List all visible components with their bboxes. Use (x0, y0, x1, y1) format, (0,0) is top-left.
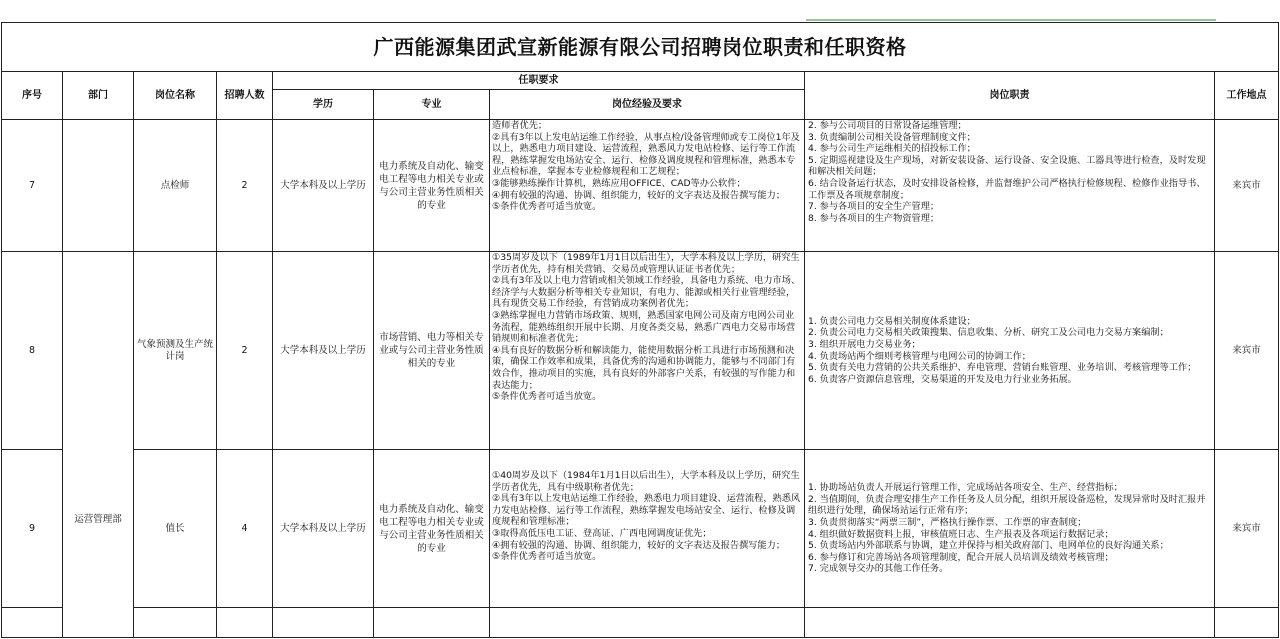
experience-line: ②具有3年以上发电站运维工作经验，从事点检/设备管理师或专工岗位1年及以上，熟悉电力项目建设、运营流程，熟悉风力发电站检修、运行等工作流程，熟练掌握发电场站安全、运行、检修及调度规程和管理标准，熟悉本专业点检标准，掌握本专业检修规程和工艺规程； (492, 131, 800, 178)
row-education: 大学本科及以上学历 (273, 120, 374, 252)
row-duties (805, 252, 1215, 450)
row-location: 来宾市 (1215, 120, 1279, 252)
row-department: 运营管理部 (63, 252, 134, 638)
page-title: 广西能源集团武宣新能源有限公司招聘岗位职责和任职资格 (2, 23, 1279, 72)
row-experience (490, 252, 805, 450)
duty-line: 6. 结合设备运行状态，及时安排设备检修，并监督维护公司严格执行检修规程、检修作业指导书、工作票及各项规章制度； (808, 177, 1206, 201)
header-duties: 岗位职责 (805, 72, 1215, 120)
header-accent-line (806, 19, 1216, 21)
header-experience: 岗位经验及要求 (490, 90, 805, 120)
duty-line: 1. 负责公司电力交易相关制度体系建设； (808, 315, 976, 327)
header-seq: 序号 (2, 72, 63, 120)
row-count: 2 (217, 252, 273, 450)
experience-line: ⑤条件优秀者可适当放宽。 (492, 551, 602, 563)
experience-line: ①40周岁及以下（1984年1月1日以后出生），大学本科及以上学历，研究生学历者优先，具有中级职称者优先； (492, 470, 800, 493)
experience-line: ②具有3年以上发电站运维工作经验，熟悉电力项目建设、运营流程，熟悉风力发电站检修、运行等工作流程，熟练掌握发电场站安全、运行、检修及调度规程和管理标准； (492, 493, 801, 528)
row-seq: 7 (2, 120, 63, 252)
empty-cell (273, 608, 374, 638)
header-education: 学历 (273, 90, 374, 120)
duty-line: 3. 负责贯彻落实“两票三制”，严格执行操作票、工作票的审查制度； (808, 516, 1087, 528)
experience-line: ⑤条件优秀者可适当放宽。 (492, 391, 602, 403)
table-row-partial (2, 608, 1279, 638)
table-row (2, 252, 1279, 450)
row-experience (490, 450, 805, 608)
duty-line: 5. 定期巡视建设及生产现场，对新安装设备、运行设备、安全设施、工器具等进行检查，及时发现和解决相关问题； (808, 154, 1206, 178)
table-row (2, 450, 1279, 608)
row-duties (805, 450, 1215, 608)
duty-line: 2. 当值期间，负责合理安排生产工作任务及人员分配，组织开展设备巡检，发现异常时及时汇报并组织进行处理，确保场站运行正常有序； (808, 493, 1206, 517)
row-position: 气象预测及生产统计岗 (134, 252, 217, 450)
experience-line: ③能够熟练操作计算机，熟练应用OFFICE、CAD等办公软件； (492, 177, 746, 189)
row-experience (490, 120, 805, 252)
empty-cell (217, 608, 273, 638)
table-row (2, 120, 1279, 252)
row-count: 2 (217, 120, 273, 252)
duty-line: 1. 协助场站负责人开展运行管理工作，完成场站各项安全、生产、经营指标； (808, 482, 1123, 494)
experience-line: ③取得高低压电工证、登高证、广西电网调度证优先； (492, 527, 712, 539)
duty-line: 7. 参与各项目的安全生产管理； (808, 201, 940, 213)
duty-line: 4. 参与公司生产运维相关的招投标工作； (808, 143, 976, 155)
duty-line: 5. 负责场站内外部联系与协调，建立并保持与相关政府部门、电网单位的良好沟通关系； (808, 540, 1169, 552)
empty-cell (2, 608, 63, 638)
duty-line: 7. 完成领导交办的其他工作任务。 (808, 563, 949, 575)
row-major: 电力系统及自动化、输变电工程等电力相关专业或与公司主营业务性质相关的专业 (374, 120, 490, 252)
duty-line: 4. 组织做好数据资料上报，审核值班日志、生产报表及各项运行数据记录； (808, 528, 1114, 540)
row-position: 值长 (134, 450, 217, 608)
duty-line: 5. 负责有关电力营销的公共关系维护、弃电管理、营销台账管理、业务培训、考核管理等工作； (808, 362, 1197, 374)
experience-line: ④具有良好的数据分析和解读能力，能使用数据分析工具进行市场预测和决策，确保工作效率和成果，具备优秀的沟通和协调能力，能够与不同部门有效合作，推动项目的实施，具有良好的外部客户关系，有较强的写作能力和表达能力； (492, 344, 796, 391)
row-major: 电力系统及自动化、输变电工程等电力相关专业或与公司主营业务性质相关的专业 (374, 450, 490, 608)
empty-cell (805, 608, 1215, 638)
row-duties (805, 120, 1215, 252)
experience-line: ③熟练掌握电力营销市场政策、规则，熟悉国家电网公司及南方电网公司业务流程，能熟练组织开展中长期、月度各类交易，熟悉广西电力交易市场营销规则和标准者优先； (492, 309, 796, 345)
header-major: 专业 (374, 90, 490, 120)
empty-cell (1215, 608, 1279, 638)
duty-line: 2. 负责公司电力交易相关政策搜集、信息收集、分析、研究工及公司电力交易方案编制； (808, 327, 1169, 339)
row-education: 大学本科及以上学历 (273, 450, 374, 608)
duty-line: 6. 参与修订和完善场站各项管理制度，配合开展人员培训及绩效考核管理； (808, 551, 1114, 563)
header-position: 岗位名称 (134, 72, 217, 120)
header-count: 招聘人数 (217, 72, 273, 120)
duty-line: 3. 组织开展电力交易业务； (808, 338, 921, 350)
header-location: 工作地点 (1215, 72, 1279, 120)
dept-cell-top (63, 120, 134, 252)
empty-cell (134, 608, 217, 638)
duty-line: 3. 负责编制公司相关设备管理制度文件； (808, 131, 976, 143)
empty-cell (490, 608, 805, 638)
duty-line: 2. 参与公司项目的日常设备运维管理； (808, 120, 967, 131)
duty-line: 8. 参与各项目的生产物资管理； (808, 212, 940, 224)
row-count: 4 (217, 450, 273, 608)
experience-line: ④拥有较强的沟通、协调、组织能力，较好的文字表达及报告撰写能力； (492, 189, 786, 201)
row-education: 大学本科及以上学历 (273, 252, 374, 450)
row-seq: 8 (2, 252, 63, 450)
experience-line: ②具有3年及以上电力营销或相关领域工作经验，具备电力系统、电力市场、经济学与大数据分析等相关专业知识，有电力、能源或相关行业管理经验，具有现货交易工作经验，有营销成功案例者优先； (492, 275, 801, 310)
experience-line: ⑤条件优秀者可适当放宽。 (492, 201, 602, 213)
header-qualifications: 任职要求 (273, 72, 805, 90)
recruitment-table (1, 22, 1279, 638)
experience-line: ④拥有较强的沟通、协调、组织能力，较好的文字表达及报告撰写能力； (492, 539, 786, 551)
row-location: 来宾市 (1215, 252, 1279, 450)
empty-cell (374, 608, 490, 638)
duty-line: 6. 负责客户资源信息管理，交易渠道的开发及电力行业业务拓展。 (808, 373, 1077, 385)
experience-line: 造师者优先； (492, 120, 548, 131)
row-major: 市场营销、电力等相关专业或与公司主营业务性质相关的专业 (374, 252, 490, 450)
duty-line: 4. 负责场站两个细则考核管理与电网公司的协调工作； (808, 350, 1031, 362)
header-dept: 部门 (63, 72, 134, 120)
row-position: 点检师 (134, 120, 217, 252)
row-location: 来宾市 (1215, 450, 1279, 608)
row-seq: 9 (2, 450, 63, 608)
experience-line: ①35周岁及以下（1989年1月1日以后出生），大学本科及以上学历，研究生学历者优先，持有相关营销、交易员或管理认证证书者优先； (492, 252, 800, 275)
